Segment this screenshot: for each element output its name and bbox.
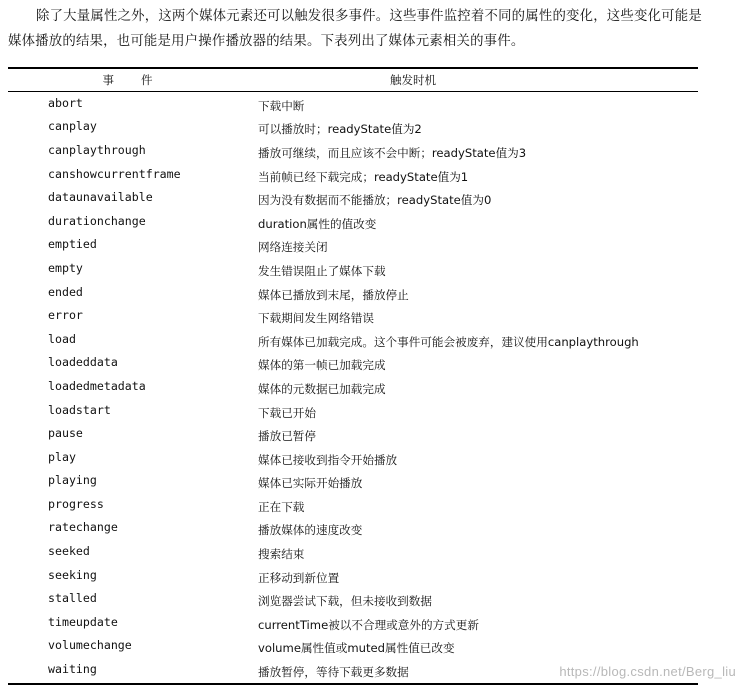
event-name: loadeddata — [48, 355, 118, 370]
event-trigger: 媒体已实际开始播放 — [258, 476, 363, 491]
event-name: error — [48, 308, 83, 323]
event-trigger: 媒体已播放到末尾，播放停止 — [258, 287, 409, 302]
table-row — [8, 518, 698, 542]
event-trigger: currentTime被以不合理或意外的方式更新 — [258, 617, 479, 632]
event-name: ended — [48, 284, 83, 299]
table-row — [8, 305, 698, 329]
event-name: empty — [48, 260, 83, 275]
table-row — [8, 235, 698, 259]
event-trigger: 下载已开始 — [258, 405, 316, 420]
event-name: canplaythrough — [48, 142, 146, 157]
table-row — [8, 588, 698, 612]
event-trigger: 播放可继续，而且应该不会中断；readyState值为3 — [258, 145, 527, 160]
table-row — [8, 471, 698, 495]
media-events-table — [8, 67, 698, 685]
event-name: timeupdate — [48, 614, 118, 629]
event-trigger: 播放暂停，等待下载更多数据 — [258, 665, 409, 680]
header-event — [8, 72, 248, 88]
table-row — [8, 612, 698, 636]
table-row — [8, 329, 698, 353]
event-name: canplay — [48, 119, 97, 134]
event-trigger: 媒体的第一帧已加载完成 — [258, 358, 386, 373]
table-bottom-rule — [8, 683, 698, 685]
watermark: https://blog.csdn.net/Berg_liu — [559, 664, 736, 679]
event-name: ratechange — [48, 520, 118, 535]
event-trigger: volume属性值或muted属性值已改变 — [258, 641, 455, 656]
event-name: stalled — [48, 591, 97, 606]
table-row — [8, 541, 698, 565]
event-name: dataunavailable — [48, 190, 153, 205]
table-header — [8, 69, 698, 91]
table-row — [8, 93, 698, 117]
event-trigger: 当前帧已经下载完成；readyState值为1 — [258, 169, 469, 184]
event-trigger: 正在下载 — [258, 499, 305, 514]
table-row — [8, 565, 698, 589]
table-row — [8, 258, 698, 282]
table-row — [8, 282, 698, 306]
table-row — [8, 376, 698, 400]
event-name: emptied — [48, 237, 97, 252]
event-name: canshowcurrentframe — [48, 166, 181, 181]
event-name: seeked — [48, 544, 90, 559]
table-body — [8, 92, 698, 683]
event-name: loadedmetadata — [48, 378, 146, 393]
intro-paragraph: 除了大量属性之外，这两个媒体元素还可以触发很多事件。这些事件监控着不同的属性的变化，这些变化可能是媒体播放的结果，也可能是用户操作播放器的结果。下表列出了媒体元素相关的事件。 — [8, 9, 702, 49]
event-name: volumechange — [48, 638, 132, 653]
event-trigger: 媒体的元数据已加载完成 — [258, 381, 386, 396]
table-row — [8, 117, 698, 141]
event-trigger: 发生错误阻止了媒体下载 — [258, 263, 386, 278]
event-name: seeking — [48, 567, 97, 582]
event-trigger: 浏览器尝试下载，但未接收到数据 — [258, 594, 432, 609]
event-name: durationchange — [48, 213, 146, 228]
table-row — [8, 636, 698, 660]
table-row — [8, 400, 698, 424]
event-trigger: 下载中断 — [258, 98, 305, 113]
event-trigger: duration属性的值改变 — [258, 216, 377, 231]
header-trigger: 触发时机 — [390, 73, 436, 87]
header-event-char1: 事 — [102, 73, 115, 87]
event-name: waiting — [48, 662, 97, 677]
event-trigger: 正移动到新位置 — [258, 570, 340, 585]
table-row — [8, 423, 698, 447]
table-row — [8, 353, 698, 377]
event-trigger: 媒体已接收到指令开始播放 — [258, 452, 398, 467]
event-trigger: 下载期间发生网络错误 — [258, 311, 374, 326]
event-trigger: 搜索结束 — [258, 547, 305, 562]
table-row — [8, 211, 698, 235]
event-name: abort — [48, 95, 83, 110]
event-name: load — [48, 331, 76, 346]
table-row — [8, 447, 698, 471]
event-trigger: 播放已暂停 — [258, 429, 316, 444]
header-event-char2: 件 — [141, 73, 154, 87]
event-name: loadstart — [48, 402, 111, 417]
event-trigger: 可以播放时；readyState值为2 — [258, 122, 422, 137]
event-name: pause — [48, 426, 83, 441]
event-trigger: 所有媒体已加载完成。这个事件可能会被废弃，建议使用canplaythrough — [258, 334, 639, 349]
event-trigger: 播放媒体的速度改变 — [258, 523, 363, 538]
table-row — [8, 494, 698, 518]
table-row — [8, 164, 698, 188]
event-name: play — [48, 449, 76, 464]
event-trigger: 因为没有数据而不能播放；readyState值为0 — [258, 193, 492, 208]
event-name: playing — [48, 473, 97, 488]
event-trigger: 网络连接关闭 — [258, 240, 328, 255]
table-row — [8, 140, 698, 164]
table-row — [8, 187, 698, 211]
event-name: progress — [48, 496, 104, 511]
